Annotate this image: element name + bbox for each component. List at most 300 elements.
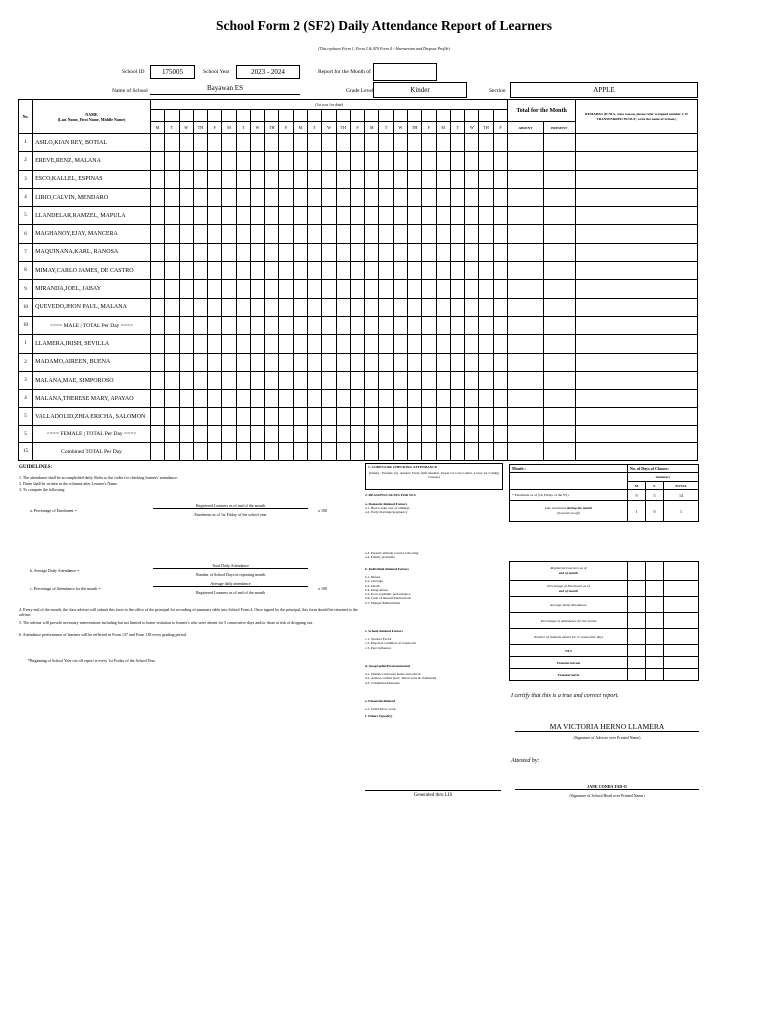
attendance-cell[interactable]	[293, 188, 307, 206]
attendance-cell[interactable]	[422, 280, 436, 298]
attendance-cell[interactable]	[236, 152, 250, 170]
attendance-cell[interactable]	[493, 188, 508, 206]
attendance-cell[interactable]	[436, 280, 450, 298]
attendance-cell[interactable]	[493, 353, 508, 371]
attendance-cell[interactable]	[465, 408, 479, 426]
attendance-cell[interactable]	[436, 335, 450, 353]
attendance-cell[interactable]	[322, 298, 336, 316]
total-cell[interactable]	[265, 316, 279, 334]
attendance-cell[interactable]	[365, 170, 379, 188]
attendance-cell[interactable]	[350, 188, 364, 206]
attendance-cell[interactable]	[208, 188, 222, 206]
attendance-cell[interactable]	[393, 390, 407, 408]
attendance-cell[interactable]	[493, 243, 508, 261]
attendance-cell[interactable]	[493, 225, 508, 243]
attendance-cell[interactable]	[165, 225, 179, 243]
attendance-cell[interactable]	[393, 188, 407, 206]
cell[interactable]	[628, 645, 646, 657]
total-cell[interactable]	[150, 443, 164, 461]
attendance-cell[interactable]	[250, 335, 264, 353]
date-cell[interactable]	[450, 110, 464, 122]
attendance-cell[interactable]	[208, 207, 222, 225]
attendance-cell[interactable]	[193, 280, 207, 298]
total-cell[interactable]	[543, 443, 575, 461]
attendance-cell[interactable]	[279, 152, 293, 170]
attendance-cell[interactable]	[393, 170, 407, 188]
total-cell[interactable]	[236, 426, 250, 443]
attendance-cell[interactable]	[479, 390, 493, 408]
attendance-cell[interactable]	[365, 207, 379, 225]
cell[interactable]	[664, 645, 699, 657]
date-cell[interactable]	[465, 110, 479, 122]
attendance-cell[interactable]	[465, 134, 479, 152]
attendance-cell[interactable]	[222, 371, 236, 389]
attendance-cell[interactable]	[208, 390, 222, 408]
summary-month-value[interactable]	[510, 473, 628, 490]
attendance-cell[interactable]	[436, 262, 450, 280]
total-cell[interactable]	[236, 316, 250, 334]
attendance-cell[interactable]	[508, 280, 543, 298]
total-cell[interactable]	[379, 316, 393, 334]
attendance-cell[interactable]	[179, 408, 193, 426]
attendance-cell[interactable]	[575, 170, 697, 188]
total-cell[interactable]	[393, 443, 407, 461]
attendance-cell[interactable]	[150, 298, 164, 316]
attendance-cell[interactable]	[222, 243, 236, 261]
attendance-cell[interactable]	[393, 243, 407, 261]
attendance-cell[interactable]	[336, 170, 350, 188]
attendance-cell[interactable]	[450, 152, 464, 170]
date-cell[interactable]	[365, 110, 379, 122]
attendance-cell[interactable]	[293, 152, 307, 170]
attendance-cell[interactable]	[365, 390, 379, 408]
attendance-cell[interactable]	[308, 280, 322, 298]
attendance-cell[interactable]	[575, 390, 697, 408]
attendance-cell[interactable]	[465, 298, 479, 316]
attendance-cell[interactable]	[408, 170, 422, 188]
attendance-cell[interactable]	[365, 408, 379, 426]
summary-late-f[interactable]: 0	[646, 501, 664, 522]
attendance-cell[interactable]	[308, 170, 322, 188]
attendance-cell[interactable]	[465, 262, 479, 280]
attendance-cell[interactable]	[293, 207, 307, 225]
attendance-cell[interactable]	[543, 353, 575, 371]
attendance-cell[interactable]	[165, 262, 179, 280]
date-cell[interactable]	[493, 110, 508, 122]
attendance-cell[interactable]	[208, 243, 222, 261]
total-cell[interactable]	[279, 443, 293, 461]
attendance-cell[interactable]	[575, 371, 697, 389]
attendance-cell[interactable]	[279, 188, 293, 206]
total-cell[interactable]	[393, 426, 407, 443]
attendance-cell[interactable]	[308, 353, 322, 371]
attendance-cell[interactable]	[250, 207, 264, 225]
attendance-cell[interactable]	[479, 207, 493, 225]
attendance-cell[interactable]	[393, 262, 407, 280]
attendance-cell[interactable]	[336, 207, 350, 225]
attendance-cell[interactable]	[575, 280, 697, 298]
attendance-cell[interactable]	[165, 298, 179, 316]
attendance-cell[interactable]	[250, 353, 264, 371]
cell[interactable]	[628, 669, 646, 681]
attendance-cell[interactable]	[322, 225, 336, 243]
summary-enrolment-f[interactable]: 5	[646, 490, 664, 501]
attendance-cell[interactable]	[293, 262, 307, 280]
attendance-cell[interactable]	[308, 390, 322, 408]
total-cell[interactable]	[179, 426, 193, 443]
school-name-field[interactable]: Bayawan ES	[150, 84, 300, 95]
attendance-cell[interactable]	[450, 207, 464, 225]
attendance-cell[interactable]	[465, 207, 479, 225]
attendance-cell[interactable]	[408, 243, 422, 261]
attendance-cell[interactable]	[450, 280, 464, 298]
date-cell[interactable]	[479, 110, 493, 122]
attendance-cell[interactable]	[508, 152, 543, 170]
total-cell[interactable]	[336, 426, 350, 443]
attendance-cell[interactable]	[436, 390, 450, 408]
attendance-cell[interactable]	[179, 188, 193, 206]
total-cell[interactable]	[408, 426, 422, 443]
attendance-cell[interactable]	[208, 353, 222, 371]
date-cell[interactable]	[222, 110, 236, 122]
attendance-cell[interactable]	[350, 408, 364, 426]
attendance-cell[interactable]	[543, 188, 575, 206]
cell[interactable]	[628, 613, 646, 629]
attendance-cell[interactable]	[250, 262, 264, 280]
attendance-cell[interactable]	[193, 262, 207, 280]
attendance-cell[interactable]	[422, 335, 436, 353]
attendance-cell[interactable]	[322, 262, 336, 280]
total-cell[interactable]	[265, 443, 279, 461]
date-cell[interactable]	[165, 110, 179, 122]
attendance-cell[interactable]	[508, 371, 543, 389]
attendance-cell[interactable]	[479, 262, 493, 280]
attendance-cell[interactable]	[236, 280, 250, 298]
attendance-cell[interactable]	[479, 298, 493, 316]
attendance-cell[interactable]	[150, 280, 164, 298]
attendance-cell[interactable]	[208, 408, 222, 426]
total-cell[interactable]	[250, 426, 264, 443]
date-cell[interactable]	[322, 110, 336, 122]
attendance-cell[interactable]	[365, 188, 379, 206]
attendance-cell[interactable]	[279, 134, 293, 152]
cell[interactable]	[646, 613, 664, 629]
attendance-cell[interactable]	[308, 225, 322, 243]
attendance-cell[interactable]	[336, 335, 350, 353]
attendance-cell[interactable]	[393, 152, 407, 170]
attendance-cell[interactable]	[575, 188, 697, 206]
attendance-cell[interactable]	[193, 243, 207, 261]
attendance-cell[interactable]	[293, 408, 307, 426]
attendance-cell[interactable]	[322, 152, 336, 170]
attendance-cell[interactable]	[179, 152, 193, 170]
total-cell[interactable]	[365, 316, 379, 334]
total-cell[interactable]	[408, 316, 422, 334]
attendance-cell[interactable]	[543, 298, 575, 316]
attendance-cell[interactable]	[193, 225, 207, 243]
attendance-cell[interactable]	[479, 408, 493, 426]
total-cell[interactable]	[479, 443, 493, 461]
attendance-cell[interactable]	[575, 225, 697, 243]
attendance-cell[interactable]	[508, 262, 543, 280]
attendance-cell[interactable]	[436, 152, 450, 170]
total-cell[interactable]	[293, 426, 307, 443]
attendance-cell[interactable]	[150, 262, 164, 280]
total-cell[interactable]	[322, 426, 336, 443]
attendance-cell[interactable]	[279, 408, 293, 426]
attendance-cell[interactable]	[393, 353, 407, 371]
attendance-cell[interactable]	[265, 390, 279, 408]
attendance-cell[interactable]	[308, 371, 322, 389]
attendance-cell[interactable]	[465, 170, 479, 188]
attendance-cell[interactable]	[336, 353, 350, 371]
attendance-cell[interactable]	[408, 152, 422, 170]
attendance-cell[interactable]	[165, 335, 179, 353]
attendance-cell[interactable]	[479, 335, 493, 353]
attendance-cell[interactable]	[350, 207, 364, 225]
total-cell[interactable]	[436, 316, 450, 334]
total-cell[interactable]	[465, 426, 479, 443]
attendance-cell[interactable]	[465, 152, 479, 170]
attendance-cell[interactable]	[236, 371, 250, 389]
attendance-cell[interactable]	[336, 152, 350, 170]
total-cell[interactable]	[193, 426, 207, 443]
attendance-cell[interactable]	[408, 225, 422, 243]
total-cell[interactable]	[422, 426, 436, 443]
date-cell[interactable]	[150, 110, 164, 122]
summary-enrolment-total[interactable]: 14	[664, 490, 699, 501]
attendance-cell[interactable]	[543, 371, 575, 389]
attendance-cell[interactable]	[250, 225, 264, 243]
attendance-cell[interactable]	[236, 207, 250, 225]
total-cell[interactable]	[179, 316, 193, 334]
attendance-cell[interactable]	[265, 353, 279, 371]
attendance-cell[interactable]	[508, 170, 543, 188]
attendance-cell[interactable]	[450, 225, 464, 243]
attendance-cell[interactable]	[422, 188, 436, 206]
cell[interactable]	[664, 613, 699, 629]
attendance-cell[interactable]	[350, 298, 364, 316]
attendance-cell[interactable]	[222, 262, 236, 280]
attendance-cell[interactable]	[293, 298, 307, 316]
attendance-cell[interactable]	[165, 280, 179, 298]
attendance-cell[interactable]	[543, 152, 575, 170]
attendance-cell[interactable]	[543, 280, 575, 298]
attendance-cell[interactable]	[279, 371, 293, 389]
attendance-cell[interactable]	[422, 298, 436, 316]
attendance-cell[interactable]	[422, 134, 436, 152]
attendance-cell[interactable]	[165, 134, 179, 152]
attendance-cell[interactable]	[350, 280, 364, 298]
attendance-cell[interactable]	[543, 170, 575, 188]
attendance-cell[interactable]	[408, 335, 422, 353]
total-cell[interactable]	[322, 316, 336, 334]
attendance-cell[interactable]	[150, 188, 164, 206]
attendance-cell[interactable]	[165, 371, 179, 389]
attendance-cell[interactable]	[193, 170, 207, 188]
attendance-cell[interactable]	[293, 280, 307, 298]
attendance-cell[interactable]	[379, 262, 393, 280]
total-cell[interactable]	[208, 426, 222, 443]
cell[interactable]	[664, 657, 699, 669]
attendance-cell[interactable]	[150, 353, 164, 371]
attendance-cell[interactable]	[236, 335, 250, 353]
attendance-cell[interactable]	[150, 243, 164, 261]
attendance-cell[interactable]	[308, 152, 322, 170]
attendance-cell[interactable]	[179, 280, 193, 298]
attendance-cell[interactable]	[336, 262, 350, 280]
attendance-cell[interactable]	[208, 335, 222, 353]
cell[interactable]	[664, 669, 699, 681]
cell[interactable]	[646, 629, 664, 645]
attendance-cell[interactable]	[308, 408, 322, 426]
attendance-cell[interactable]	[208, 262, 222, 280]
attendance-cell[interactable]	[250, 170, 264, 188]
attendance-cell[interactable]	[493, 207, 508, 225]
date-cell[interactable]	[422, 110, 436, 122]
total-cell[interactable]	[436, 426, 450, 443]
attendance-cell[interactable]	[393, 134, 407, 152]
attendance-cell[interactable]	[336, 408, 350, 426]
attendance-cell[interactable]	[575, 262, 697, 280]
attendance-cell[interactable]	[422, 152, 436, 170]
attendance-cell[interactable]	[350, 353, 364, 371]
attendance-cell[interactable]	[265, 188, 279, 206]
attendance-cell[interactable]	[543, 390, 575, 408]
attendance-cell[interactable]	[165, 188, 179, 206]
total-cell[interactable]	[150, 316, 164, 334]
total-cell[interactable]	[208, 316, 222, 334]
attendance-cell[interactable]	[208, 170, 222, 188]
attendance-cell[interactable]	[575, 243, 697, 261]
total-cell[interactable]	[350, 316, 364, 334]
attendance-cell[interactable]	[493, 298, 508, 316]
total-cell[interactable]	[493, 316, 508, 334]
attendance-cell[interactable]	[336, 390, 350, 408]
attendance-cell[interactable]	[308, 188, 322, 206]
attendance-cell[interactable]	[465, 353, 479, 371]
total-cell[interactable]	[293, 316, 307, 334]
attendance-cell[interactable]	[150, 207, 164, 225]
attendance-cell[interactable]	[379, 170, 393, 188]
attendance-cell[interactable]	[479, 371, 493, 389]
attendance-cell[interactable]	[450, 335, 464, 353]
attendance-cell[interactable]	[279, 225, 293, 243]
attendance-cell[interactable]	[379, 134, 393, 152]
attendance-cell[interactable]	[265, 298, 279, 316]
attendance-cell[interactable]	[393, 298, 407, 316]
attendance-cell[interactable]	[465, 280, 479, 298]
summary-late-m[interactable]: 1	[628, 501, 646, 522]
total-cell[interactable]	[365, 443, 379, 461]
attendance-cell[interactable]	[393, 371, 407, 389]
total-cell[interactable]	[508, 426, 543, 443]
date-cell[interactable]	[408, 110, 422, 122]
attendance-cell[interactable]	[575, 207, 697, 225]
attendance-cell[interactable]	[150, 335, 164, 353]
attendance-cell[interactable]	[479, 225, 493, 243]
total-cell[interactable]	[493, 426, 508, 443]
attendance-cell[interactable]	[193, 152, 207, 170]
attendance-cell[interactable]	[165, 408, 179, 426]
attendance-cell[interactable]	[543, 225, 575, 243]
attendance-cell[interactable]	[179, 353, 193, 371]
attendance-cell[interactable]	[308, 243, 322, 261]
attendance-cell[interactable]	[575, 152, 697, 170]
attendance-cell[interactable]	[543, 408, 575, 426]
cell[interactable]	[646, 581, 664, 597]
attendance-cell[interactable]	[208, 298, 222, 316]
attendance-cell[interactable]	[265, 335, 279, 353]
total-cell[interactable]	[575, 426, 697, 443]
attendance-cell[interactable]	[165, 243, 179, 261]
attendance-cell[interactable]	[150, 134, 164, 152]
total-cell[interactable]	[222, 443, 236, 461]
attendance-cell[interactable]	[293, 390, 307, 408]
attendance-cell[interactable]	[179, 207, 193, 225]
attendance-cell[interactable]	[179, 371, 193, 389]
attendance-cell[interactable]	[279, 280, 293, 298]
attendance-cell[interactable]	[250, 243, 264, 261]
attendance-cell[interactable]	[465, 188, 479, 206]
attendance-cell[interactable]	[250, 188, 264, 206]
attendance-cell[interactable]	[436, 298, 450, 316]
attendance-cell[interactable]	[450, 298, 464, 316]
date-cell[interactable]	[265, 110, 279, 122]
total-cell[interactable]	[336, 443, 350, 461]
attendance-cell[interactable]	[265, 225, 279, 243]
attendance-cell[interactable]	[322, 170, 336, 188]
attendance-cell[interactable]	[336, 280, 350, 298]
attendance-cell[interactable]	[508, 335, 543, 353]
date-cell[interactable]	[308, 110, 322, 122]
attendance-cell[interactable]	[265, 280, 279, 298]
attendance-cell[interactable]	[150, 152, 164, 170]
attendance-cell[interactable]	[350, 134, 364, 152]
attendance-cell[interactable]	[408, 390, 422, 408]
cell[interactable]	[664, 562, 699, 581]
attendance-cell[interactable]	[208, 371, 222, 389]
attendance-cell[interactable]	[322, 408, 336, 426]
attendance-cell[interactable]	[365, 225, 379, 243]
attendance-cell[interactable]	[379, 335, 393, 353]
attendance-cell[interactable]	[450, 371, 464, 389]
total-cell[interactable]	[165, 316, 179, 334]
attendance-cell[interactable]	[322, 390, 336, 408]
cell[interactable]	[664, 581, 699, 597]
attendance-cell[interactable]	[508, 390, 543, 408]
attendance-cell[interactable]	[450, 353, 464, 371]
date-cell[interactable]	[179, 110, 193, 122]
attendance-cell[interactable]	[165, 152, 179, 170]
total-cell[interactable]	[279, 316, 293, 334]
attendance-cell[interactable]	[193, 371, 207, 389]
date-cell[interactable]	[350, 110, 364, 122]
attendance-cell[interactable]	[350, 225, 364, 243]
attendance-cell[interactable]	[350, 170, 364, 188]
attendance-cell[interactable]	[279, 207, 293, 225]
total-cell[interactable]	[165, 443, 179, 461]
date-cell[interactable]	[193, 110, 207, 122]
attendance-cell[interactable]	[393, 408, 407, 426]
grade-level-field[interactable]: Kinder	[373, 82, 467, 98]
attendance-cell[interactable]	[543, 134, 575, 152]
section-field[interactable]: APPLE	[510, 82, 698, 98]
attendance-cell[interactable]	[508, 408, 543, 426]
attendance-cell[interactable]	[336, 298, 350, 316]
total-cell[interactable]	[508, 316, 543, 334]
attendance-cell[interactable]	[379, 353, 393, 371]
